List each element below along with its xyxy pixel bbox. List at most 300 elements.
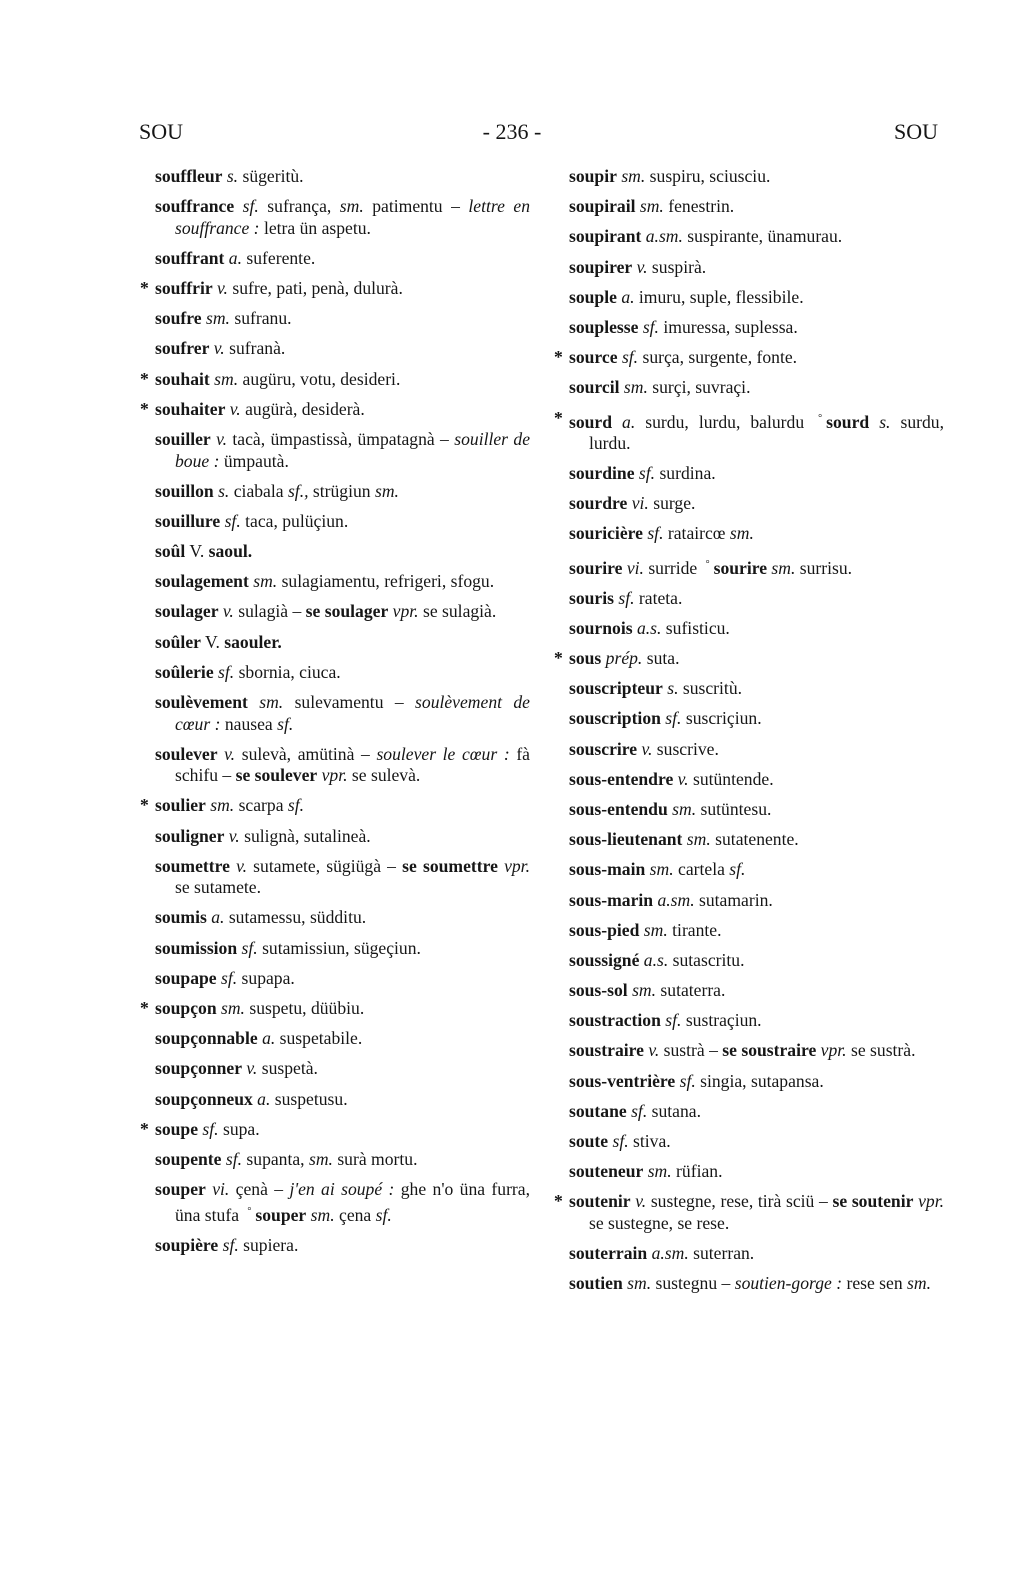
translation-text: sutamessu, südditu. xyxy=(224,907,367,928)
translation-text: sustraçiun. xyxy=(681,1010,762,1031)
translation-text: V. xyxy=(200,631,225,652)
dictionary-entry xyxy=(569,588,944,610)
example-phrase: soulèvement de cœur : xyxy=(175,692,530,734)
dictionary-entry xyxy=(569,678,944,700)
grammar-label: s. xyxy=(222,166,239,186)
headword: soustraire xyxy=(569,1040,644,1061)
dictionary-entry xyxy=(569,226,944,248)
headword: souricière xyxy=(569,523,643,544)
headword: sournois xyxy=(569,617,633,638)
headword: souscription xyxy=(569,708,661,729)
translation-text: suspetabile. xyxy=(275,1028,363,1049)
translation-text: sutascritu. xyxy=(668,949,745,970)
translation-text: sutaterra. xyxy=(656,980,726,1001)
dictionary-entry xyxy=(569,493,944,515)
headword: soufrer xyxy=(155,338,210,359)
grammar-label: sf. xyxy=(218,1234,239,1255)
grammar-label: sm. xyxy=(201,308,230,329)
headword: soupape xyxy=(155,967,217,988)
translation-text: sufisticu. xyxy=(661,617,730,638)
grammar-label: sm. xyxy=(645,859,674,880)
right-column xyxy=(554,166,944,1303)
translation-text: sutamarin. xyxy=(694,889,773,910)
headword: souple xyxy=(569,286,617,307)
headword: sourcil xyxy=(569,377,620,398)
dictionary-entry xyxy=(140,278,530,300)
grammar-label: sm. xyxy=(308,1148,333,1169)
translation-text: imuressa, suplessa. xyxy=(658,316,798,337)
translation-text: surçi, suvraçi. xyxy=(647,377,751,398)
dictionary-entry xyxy=(569,166,944,188)
headword: souffrir xyxy=(155,278,213,299)
grammar-label: sf. xyxy=(234,196,259,217)
headword: soupçon xyxy=(155,998,217,1018)
headword: sous-entendre xyxy=(569,768,674,789)
headword: soûlerie xyxy=(155,661,214,682)
degree-separator: ° xyxy=(705,558,710,570)
translation-text: sutamete, sügiügà – xyxy=(247,855,403,876)
grammar-label: sf. xyxy=(660,708,682,729)
grammar-label: sm. xyxy=(619,377,648,398)
translation-text: suspiru, sciusciu. xyxy=(645,166,771,186)
translation-text: suscrive. xyxy=(652,738,719,759)
headword: saouler. xyxy=(224,631,282,652)
example-phrase: j'en ai soupé : xyxy=(289,1179,395,1200)
translation-text: taca, pulüçiun. xyxy=(240,510,349,531)
dictionary-entry xyxy=(569,196,944,218)
page-header xyxy=(0,119,1024,151)
translation-text: sutatenente. xyxy=(710,829,799,850)
dictionary-entry xyxy=(155,541,530,563)
dictionary-entry xyxy=(569,618,944,640)
dictionary-entry xyxy=(569,769,944,791)
headword: soussigné xyxy=(569,949,640,970)
translation-text: surdu, lurdu, balurdu xyxy=(635,411,815,432)
translation-text: surdu, lurdu. xyxy=(589,411,944,453)
headword: souplesse xyxy=(569,316,639,337)
degree-separator: ° xyxy=(818,412,823,424)
grammar-label: vpr. xyxy=(816,1040,847,1061)
dictionary-entry xyxy=(155,1149,530,1171)
headword: souffrance xyxy=(155,196,235,217)
dictionary-entry xyxy=(155,968,530,990)
translation-text: rateta. xyxy=(634,587,683,608)
dictionary-entry xyxy=(569,739,944,761)
grammar-label: a. xyxy=(612,411,636,432)
headword: souscripteur xyxy=(569,678,663,699)
translation-text: sutamissiun, sügeçiun. xyxy=(257,937,421,958)
headword: soupirail xyxy=(569,196,636,217)
grammar-label: vi. xyxy=(627,493,649,514)
translation-text: augürà, desiderà. xyxy=(240,398,365,419)
headword: se soutenir xyxy=(832,1191,914,1212)
grammar-label: sf. xyxy=(617,347,639,368)
dictionary-entry xyxy=(569,829,944,851)
headword: sous-entendu xyxy=(569,798,668,819)
dictionary-entry xyxy=(155,511,530,533)
grammar-label: sf. xyxy=(375,1204,392,1225)
grammar-label: sm. xyxy=(635,196,664,217)
grammar-label: sf. xyxy=(221,1148,243,1169)
dictionary-entry xyxy=(155,907,530,929)
dictionary-entry xyxy=(155,308,530,330)
grammar-label: sm. xyxy=(216,998,245,1018)
dictionary-entry xyxy=(569,980,944,1002)
grammar-label: sm. xyxy=(907,1273,931,1294)
translation-text: nausea xyxy=(220,713,278,734)
example-phrase: lettre en souffrance : xyxy=(175,196,531,238)
grammar-label: sm. xyxy=(616,166,646,186)
translation-text: sbornia, ciuca. xyxy=(234,661,341,682)
headword: souhait xyxy=(155,368,210,389)
headword: soulager xyxy=(155,601,219,622)
headword: soupirer xyxy=(569,256,633,277)
grammar-label: sf. xyxy=(675,1070,696,1091)
grammar-label: a.sm. xyxy=(653,889,695,910)
translation-text: ciabala xyxy=(229,480,288,501)
headword: sous-pied xyxy=(569,919,640,940)
dictionary-entry xyxy=(155,692,530,735)
asterisk-marker: * xyxy=(140,278,149,299)
dictionary-entry xyxy=(569,554,944,579)
grammar-label: a.sm. xyxy=(647,1243,689,1264)
headword: soupçonneux xyxy=(155,1088,253,1109)
translation-text: cartela xyxy=(673,859,730,880)
translation-text: ghe n'o üna furra, üna stufa xyxy=(175,1179,531,1225)
translation-text: sutana. xyxy=(647,1100,701,1121)
grammar-label: sm. xyxy=(248,571,278,592)
translation-text: surride xyxy=(643,557,702,578)
grammar-label: vi. xyxy=(622,557,644,578)
headword: sourire xyxy=(713,557,768,578)
grammar-label: a.s. xyxy=(632,617,662,638)
dictionary-entry xyxy=(554,1191,944,1234)
asterisk-marker: * xyxy=(554,648,563,669)
translation-text: çenà – xyxy=(229,1179,290,1200)
translation-text: augüru, votu, desideri. xyxy=(238,368,401,389)
dictionary-entry xyxy=(569,1273,944,1295)
grammar-label: sf. xyxy=(213,661,235,682)
headword: sourdine xyxy=(569,463,635,484)
dictionary-entry xyxy=(140,1118,530,1141)
grammar-label: v. xyxy=(218,601,234,622)
grammar-label: v. xyxy=(217,743,236,764)
translation-text: sügeritù. xyxy=(238,166,304,186)
grammar-label: sf., xyxy=(287,480,309,501)
dictionary-entry xyxy=(155,166,530,188)
grammar-label: sf. xyxy=(642,523,664,544)
grammar-label: v. xyxy=(229,855,247,876)
translation-text: scarpa xyxy=(234,795,288,816)
grammar-label: a. xyxy=(206,907,225,928)
dictionary-entry xyxy=(569,1161,944,1183)
headword: soumission xyxy=(155,937,238,958)
headword: saoul. xyxy=(208,541,253,562)
grammar-label: sm. xyxy=(627,980,657,1001)
dictionary-entry xyxy=(155,1179,530,1226)
translation-text: sustegnu – xyxy=(651,1273,735,1294)
headword: soupe xyxy=(155,1118,199,1139)
dictionary-entry xyxy=(569,317,944,339)
asterisk-marker: * xyxy=(140,1118,149,1139)
asterisk-marker: * xyxy=(140,998,149,1018)
headword: soupirant xyxy=(569,226,642,247)
grammar-label: sm. xyxy=(643,1161,672,1182)
grammar-label: sf. xyxy=(216,967,238,988)
headword: soutane xyxy=(569,1100,627,1121)
dictionary-entry xyxy=(155,826,530,848)
grammar-label: sf. xyxy=(638,316,659,337)
grammar-label: v. xyxy=(637,738,653,759)
grammar-label: sm. xyxy=(639,919,668,940)
translation-text: se sustrà. xyxy=(846,1040,916,1061)
translation-text: surge. xyxy=(648,493,696,514)
grammar-label: sm. xyxy=(682,829,711,850)
grammar-label: sf. xyxy=(220,510,241,531)
dictionary-entry xyxy=(569,920,944,942)
grammar-label: sf. xyxy=(237,937,258,958)
translation-text: letra ün aspetu. xyxy=(259,217,371,238)
translation-text: sutüntende. xyxy=(688,768,774,789)
grammar-label: sm. xyxy=(667,798,697,819)
translation-text: supapa. xyxy=(237,967,295,988)
headword: souper xyxy=(255,1204,307,1225)
translation-text: se sulevà. xyxy=(347,765,421,786)
grammar-label: a.sm. xyxy=(641,226,683,247)
translation-text: surà mortu. xyxy=(332,1148,418,1169)
example-phrase: soutien-gorge : xyxy=(734,1273,843,1294)
dictionary-entry xyxy=(569,257,944,279)
dictionary-entry xyxy=(569,1131,944,1153)
translation-text: fenestrin. xyxy=(663,196,735,217)
translation-text: se sulagià. xyxy=(418,601,497,622)
translation-text: singia, sutapansa. xyxy=(695,1070,824,1091)
dictionary-entry xyxy=(155,856,530,899)
grammar-label: v. xyxy=(632,256,648,277)
left-column xyxy=(140,166,531,1265)
translation-text: supa. xyxy=(218,1118,260,1139)
headword: sous xyxy=(569,648,602,669)
grammar-label: v. xyxy=(630,1191,647,1212)
translation-text: patimentu – xyxy=(363,196,469,217)
grammar-label: v. xyxy=(224,825,240,846)
grammar-label: sf. xyxy=(287,795,305,816)
grammar-label: sf. xyxy=(729,859,746,880)
headword: souteneur xyxy=(569,1161,644,1182)
grammar-label: sm. xyxy=(209,368,239,389)
grammar-label: sf. xyxy=(626,1100,648,1121)
headword: soulèvement xyxy=(155,692,248,712)
translation-text: supiera. xyxy=(238,1234,299,1255)
headword: soulier xyxy=(155,795,206,816)
headword: soumettre xyxy=(155,855,230,876)
headword: se soustraire xyxy=(722,1040,817,1061)
dictionary-entry xyxy=(569,377,944,399)
dictionary-entry xyxy=(554,407,944,455)
translation-text: se sutamete. xyxy=(175,877,261,898)
grammar-label: sf. xyxy=(613,587,635,608)
asterisk-marker: * xyxy=(554,1191,563,1212)
translation-text: fà schifu – xyxy=(175,743,530,786)
translation-text: se sustegne, se rese. xyxy=(589,1212,730,1233)
dictionary-entry xyxy=(155,1089,530,1111)
dictionary-entry xyxy=(155,938,530,960)
grammar-label: sm. xyxy=(339,196,364,217)
headword: souiller xyxy=(155,429,211,449)
grammar-label: v. xyxy=(643,1040,660,1061)
grammar-label: v. xyxy=(209,338,225,359)
grammar-label: sm. xyxy=(306,1204,335,1225)
dictionary-entry xyxy=(569,708,944,730)
grammar-label: sf. xyxy=(634,463,656,484)
translation-text: suspetusu. xyxy=(270,1088,348,1109)
dictionary-entry xyxy=(155,1235,530,1257)
dictionary-entry xyxy=(155,1028,530,1050)
dictionary-entry xyxy=(554,347,944,369)
headword: soupière xyxy=(155,1234,219,1255)
translation-text: stiva. xyxy=(628,1131,671,1152)
headword: soupir xyxy=(569,166,617,186)
translation-text: sutüntesu. xyxy=(696,798,772,819)
headword: souterrain xyxy=(569,1243,648,1264)
translation-text: sustrà – xyxy=(659,1040,723,1061)
grammar-label: v. xyxy=(242,1058,258,1079)
headword: souscrire xyxy=(569,738,638,759)
grammar-label: a. xyxy=(224,247,242,268)
grammar-label: vpr. xyxy=(497,855,530,876)
translation-text: sufranu. xyxy=(229,308,292,329)
translation-text: imuru, suple, flessibile. xyxy=(634,286,804,307)
headword: soupçonnable xyxy=(155,1028,258,1049)
asterisk-marker: * xyxy=(140,795,149,816)
dictionary-entry xyxy=(569,1071,944,1093)
grammar-label: v. xyxy=(225,398,241,419)
dictionary-entry xyxy=(155,248,530,270)
headword: soute xyxy=(569,1131,609,1152)
dictionary-entry xyxy=(569,463,944,485)
grammar-label: v. xyxy=(673,768,689,789)
headword: souffleur xyxy=(155,166,223,186)
grammar-label: vpr. xyxy=(913,1191,944,1212)
headword: sous-ventrière xyxy=(569,1070,676,1091)
headword: soufre xyxy=(155,308,202,329)
grammar-label: v. xyxy=(212,278,228,299)
translation-text: surrisu. xyxy=(795,557,853,578)
translation-text: suscriçiun. xyxy=(681,708,762,729)
translation-text: suspetà. xyxy=(257,1058,318,1079)
headword: souillon xyxy=(155,480,214,501)
grammar-label: a.s. xyxy=(639,949,669,970)
asterisk-marker: * xyxy=(554,347,563,368)
translation-text: ümpautà. xyxy=(219,450,289,471)
dictionary-entry xyxy=(569,859,944,881)
headword: sourd xyxy=(826,411,870,432)
translation-text: sufranà. xyxy=(224,338,286,359)
running-head-left: SOU xyxy=(139,119,184,144)
grammar-label: sm. xyxy=(247,692,284,712)
headword: soutien xyxy=(569,1273,623,1294)
headword: soupçonner xyxy=(155,1058,243,1079)
grammar-label: sf. xyxy=(608,1131,629,1152)
dictionary-entry xyxy=(569,287,944,309)
headword: souhaiter xyxy=(155,398,226,419)
dictionary-entry xyxy=(569,890,944,912)
translation-text: suspirante, ünamurau. xyxy=(682,226,843,247)
grammar-label: s. xyxy=(869,411,891,432)
dictionary-entry xyxy=(569,1040,944,1062)
translation-text: sufre, pati, penà, dulurà. xyxy=(227,278,403,299)
dictionary-entry xyxy=(155,1058,530,1080)
dictionary-entry xyxy=(155,601,530,623)
grammar-label: vpr. xyxy=(317,765,348,786)
dictionary-entry xyxy=(554,648,944,670)
translation-text: rüfian. xyxy=(671,1161,723,1182)
grammar-label: sm. xyxy=(374,480,399,501)
translation-text: sulignà, sutalineà. xyxy=(239,825,371,846)
grammar-label: v. xyxy=(210,429,228,449)
translation-text: sulagià – xyxy=(233,601,306,622)
headword: souris xyxy=(569,587,614,608)
grammar-label: sf. xyxy=(277,713,294,734)
translation-text: rataircœ xyxy=(663,523,730,544)
translation-text: suferente. xyxy=(242,247,316,268)
dictionary-entry xyxy=(155,429,530,472)
dictionary-entry xyxy=(155,632,530,654)
grammar-label: a. xyxy=(257,1028,276,1049)
translation-text: rese sen xyxy=(842,1273,908,1294)
translation-text: suspirà. xyxy=(647,256,707,277)
dictionary-entry xyxy=(569,523,944,545)
dictionary-entry xyxy=(155,196,530,239)
headword: sous-marin xyxy=(569,889,654,910)
headword: souligner xyxy=(155,825,225,846)
dictionary-entry xyxy=(140,795,530,817)
example-phrase: soulever le cœur : xyxy=(376,743,510,764)
dictionary-entry xyxy=(155,744,530,787)
headword: souffrant xyxy=(155,247,225,268)
headword: soupente xyxy=(155,1148,222,1169)
headword: soûler xyxy=(155,631,201,652)
headword: se soulager xyxy=(305,601,389,622)
headword: soumis xyxy=(155,907,207,928)
grammar-label: sm. xyxy=(622,1273,652,1294)
translation-text: strügiun xyxy=(308,480,375,501)
dictionary-entry xyxy=(569,1243,944,1265)
example-phrase: souiller de boue : xyxy=(175,429,530,471)
translation-text: suscritù. xyxy=(678,678,743,699)
translation-text: suta. xyxy=(642,648,680,669)
headword: soulever xyxy=(155,743,218,764)
grammar-label: sm. xyxy=(729,523,754,544)
dictionary-entry xyxy=(140,398,530,421)
translation-text: sulevamentu – xyxy=(283,692,416,712)
grammar-label: sm. xyxy=(767,557,796,578)
headword: se soumettre xyxy=(402,855,498,876)
headword: se soulever xyxy=(235,765,318,786)
headword: soutenir xyxy=(569,1191,631,1212)
headword: sourire xyxy=(569,557,623,578)
dictionary-entry xyxy=(569,1101,944,1123)
grammar-label: a. xyxy=(616,286,635,307)
translation-text: sufrança, xyxy=(258,196,340,217)
translation-text: sulagiamentu, refrigeri, sfogu. xyxy=(277,571,495,592)
dictionary-entry xyxy=(155,481,530,503)
translation-text: sulevà, amütinà – xyxy=(235,743,377,764)
page-number: - 236 - xyxy=(482,119,542,144)
grammar-label: s. xyxy=(662,678,679,699)
translation-text: suspetu, düübiu. xyxy=(244,998,365,1018)
dictionary-entry xyxy=(140,998,530,1020)
